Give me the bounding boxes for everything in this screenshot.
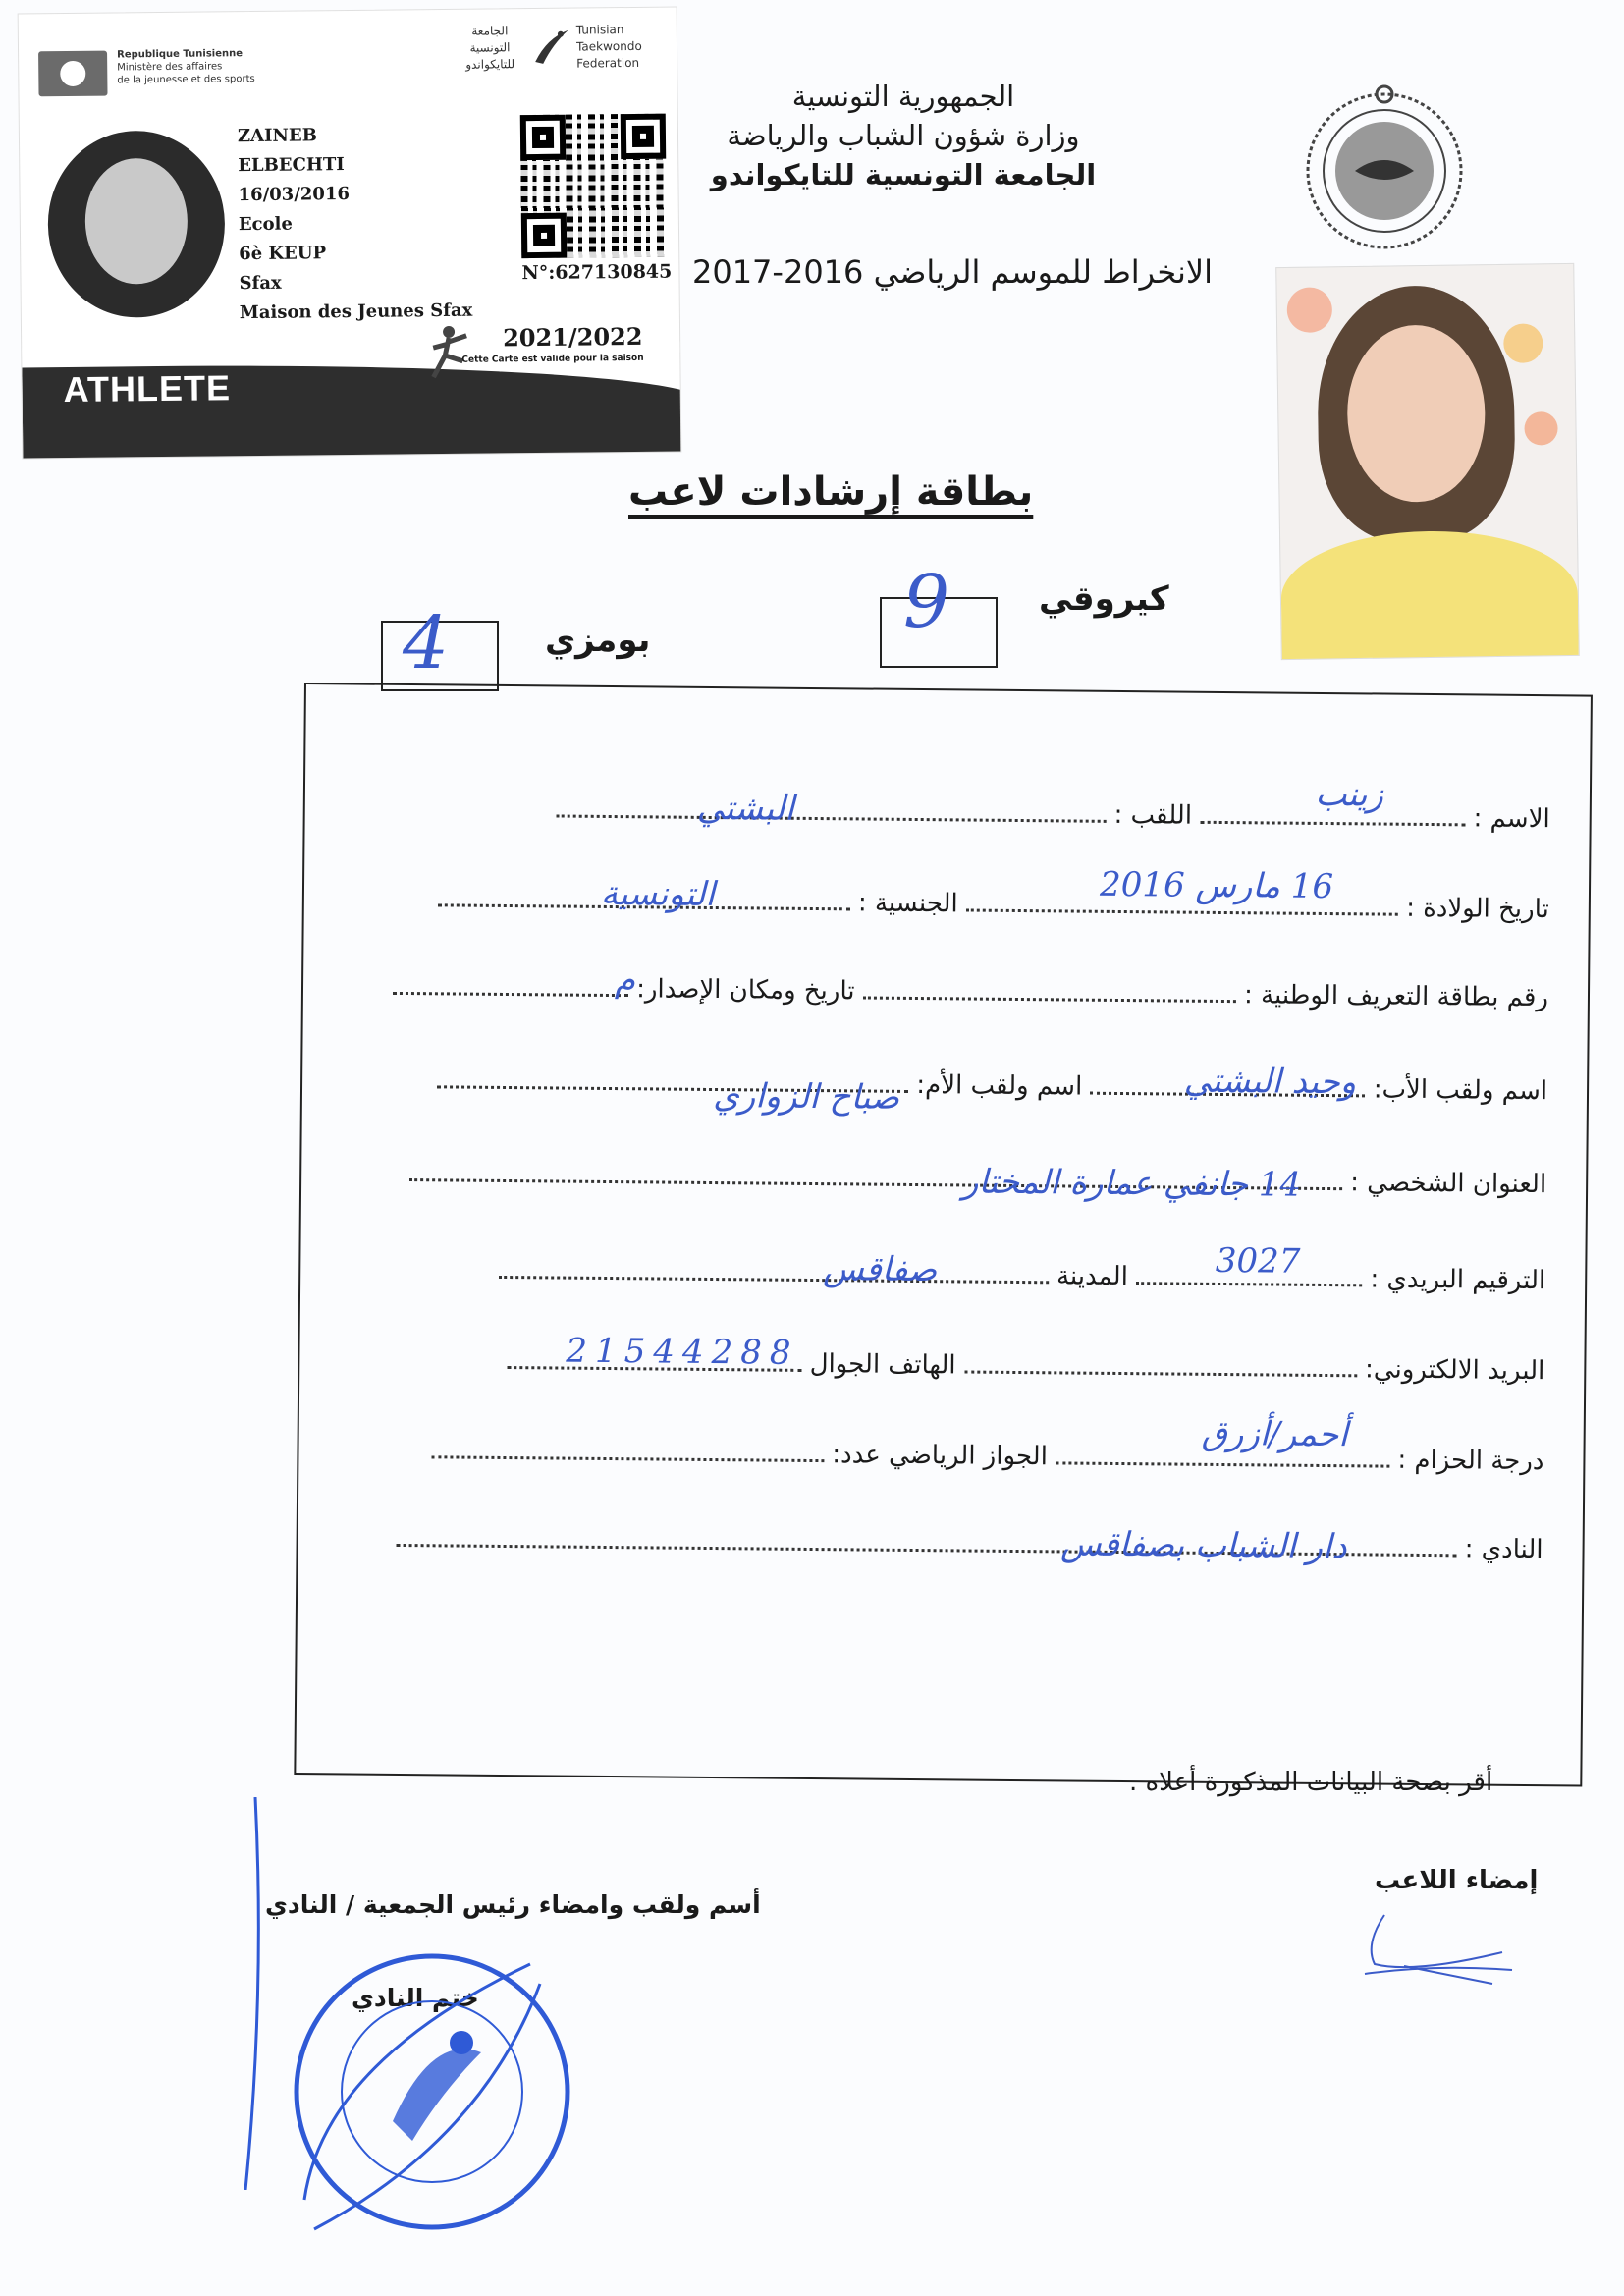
poomsae-mark: 4 [403,601,450,685]
header-season: الانخراط للموسم الرياضي 2016-2017 [691,253,1214,291]
birth-label: تاريخ الولادة : [1406,893,1549,925]
header-federation: الجامعة التونسية للتايكواندو [710,158,1097,191]
tunisia-flag-icon [38,51,107,97]
club-value: دار الشباب بصفاقس [1059,1524,1347,1567]
postal-value: 3027 [1215,1240,1301,1282]
belt-label: درجة الحزام : [1397,1445,1544,1477]
athlete-card [18,6,682,459]
birth-row [343,864,1549,952]
athlete-birth-date: 16/03/2016 [238,183,351,206]
passport-dots [431,1434,824,1462]
city-label: المدينة [1056,1261,1129,1292]
header-ministry: وزارة شؤون الشباب والرياضة [727,119,1080,152]
name-row [344,774,1550,861]
father-label: اسم ولقب الأب: [1373,1074,1548,1107]
address-label: العنوان الشخصي : [1350,1168,1547,1200]
athlete-club: Maison des Jeunes Sfax [239,300,473,324]
club-signature-label: أسم ولقب وامضاء رئيس الجمعية / النادي [265,1890,761,1919]
postal-label: الترقيم البريدي : [1370,1264,1546,1296]
player-signature-icon [1355,1905,1522,1994]
address-row [341,1156,1547,1227]
ministry-line: de la jeunesse et des sports [117,74,255,86]
ministry-line: Ministère des affaires [117,61,223,74]
address-value: 14 جانفي عمارة المختار [961,1162,1302,1205]
id-date-label: تاريخ ومكان الإصدار: [635,974,855,1007]
federation-arabic [451,23,530,74]
taekwondo-logo-icon [529,25,572,68]
header-republic: الجمهورية التونسية [791,80,1015,113]
mother-label: اسم ولقب الأم: [916,1070,1083,1102]
athlete-grade: 6è KEUP [239,243,327,265]
federation-ar-line: للتايكواندو [465,57,515,72]
nationality-label: الجنسية : [857,888,958,919]
republic-emblem-icon [1298,81,1471,253]
club-row [337,1521,1543,1592]
header-block [687,77,1119,194]
player-info-form [294,683,1593,1787]
federation-en-line: Tunisian [575,23,624,37]
form-title: بطاقة إرشادات لاعب [628,469,1034,515]
first-name-value: زينب [1315,774,1384,815]
poomsae-label: بومزي [545,621,651,660]
email-dots [964,1348,1357,1377]
qr-code [520,114,668,259]
athlete-first-name: ZAINEB [237,125,317,147]
club-label: النادي : [1464,1534,1543,1565]
club-stamp-label: ختم النادي [352,1984,479,2012]
club-president-signature-icon [226,1797,285,2190]
birth-value: 16 مارس 2016 [1099,864,1334,907]
first-name-label: الاسم : [1473,803,1550,835]
contact-row [339,1331,1545,1413]
card-info [238,120,473,328]
athlete-category: Ecole [238,213,293,236]
athlete-last-name: ELBECHTI [238,154,345,177]
athlete-city: Sfax [239,272,282,295]
ministry-line: Republique Tunisienne [117,48,244,61]
card-role: ATHLETE [63,367,232,410]
phone-label: الهاتف الجوال [809,1348,956,1381]
card-season: 2021/2022 [502,321,643,353]
player-signature-label: إمضاء اللاعب [1375,1866,1539,1895]
phone-value: 21544288 [566,1331,799,1373]
parents-row [342,1063,1548,1133]
city-value: صفاقس [823,1249,938,1290]
last-name-value: البشتي [696,788,794,829]
confirmation-text: أقر بصحة البيانات المذكورة أعلاه . [1129,1768,1493,1797]
passport-label: الجواز الرياضي عدد: [832,1440,1049,1472]
federation-en-line: Taekwondo [575,38,642,54]
postal-row [340,1240,1546,1323]
card-number: N°:627130845 [521,260,673,285]
email-label: البريد الالكتروني: [1364,1354,1545,1387]
club-stamp-icon [285,1944,579,2239]
nationality-value: التونسية [600,873,716,915]
id-row [343,960,1549,1040]
federation-en-line: Federation [576,55,640,71]
id-dots [863,974,1236,1003]
id-label: رقم بطاقة التعريف الوطنية : [1243,980,1549,1013]
federation-ar-line: الجامعة [471,24,509,38]
kyorugi-mark: 9 [903,560,950,644]
ministry-text [117,46,313,86]
last-name-dots [556,793,1106,822]
city-dots [499,1254,1049,1284]
player-photo [1275,263,1580,660]
last-name-label: اللقب : [1113,799,1193,831]
card-validity: Cette Carte est valide pour la saison [461,353,644,365]
belt-value: أحمر/أزرق [1201,1413,1348,1455]
belt-row [338,1413,1544,1503]
id-date-value: م [614,960,636,1001]
federation-english [576,22,642,73]
father-value: وحيد البشتي [1183,1061,1357,1103]
id-date-dots [393,970,628,997]
card-photo [47,130,226,318]
kicker-icon [419,322,479,382]
mother-value: صباح الزواري [713,1076,900,1118]
federation-ar-line: التونسية [469,40,511,55]
kyorugi-label: كيروقي [1039,579,1169,619]
